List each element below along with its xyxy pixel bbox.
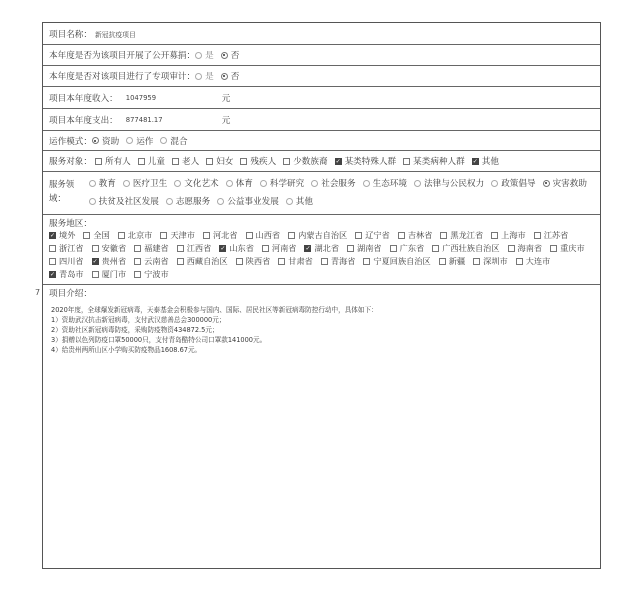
project-name-row xyxy=(43,23,600,45)
operation-mode-row xyxy=(43,131,600,151)
option-label: 某类特殊人群 xyxy=(344,157,397,167)
option-label: 吉林省 xyxy=(407,230,433,240)
checkbox-checked-icon: ✓ xyxy=(50,271,56,278)
service-area-option[interactable] xyxy=(134,243,169,254)
option-label: 老人 xyxy=(181,157,200,167)
service-areas-row xyxy=(43,215,600,285)
checkbox-icon xyxy=(134,245,141,252)
income-value: 1047959 xyxy=(125,93,157,102)
option-label: 浙江省 xyxy=(59,243,84,253)
special-audit-yes[interactable]: 是 xyxy=(195,70,214,82)
service-area-option[interactable] xyxy=(363,256,430,267)
option-label: 某类病种人群 xyxy=(413,157,465,167)
intro-line: 4）给贵州两所山区小学购买防疫物品1608.67元。 xyxy=(51,346,202,354)
intro-line: 2）资助社区新冠病毒防疫，采购防疫物资434872.5元； xyxy=(51,326,219,334)
radio-icon xyxy=(195,73,202,80)
service-area-option[interactable] xyxy=(262,243,297,254)
option-label: 内蒙古自治区 xyxy=(298,230,348,240)
checkbox-icon xyxy=(134,271,141,278)
operation-mode-label: 运作模式： xyxy=(49,136,92,147)
option-label: 新疆 xyxy=(448,256,466,266)
service-field-option[interactable] xyxy=(491,177,535,189)
option-label: 全国 xyxy=(93,230,110,240)
option-label: 境外 xyxy=(59,230,76,240)
radio-icon xyxy=(311,180,318,187)
expense-unit: 元 xyxy=(221,115,231,126)
option-label: 安徽省 xyxy=(101,243,127,253)
service-area-option[interactable] xyxy=(439,256,465,267)
option-label: 其他 xyxy=(295,197,313,207)
service-area-option[interactable] xyxy=(49,230,75,241)
service-area-option[interactable] xyxy=(347,243,382,254)
checkbox-icon xyxy=(403,158,410,165)
checkbox-icon xyxy=(92,245,99,252)
service-field-option[interactable] xyxy=(166,195,210,207)
checkbox-icon xyxy=(240,158,247,165)
intro-line: 3）捐赠以色列防疫口罩50000只，支付青岛酷特公司口罩款141000元。 xyxy=(51,336,267,344)
checkbox-icon xyxy=(172,158,179,165)
option-label: 福建省 xyxy=(144,243,169,253)
service-target-option[interactable] xyxy=(172,155,199,167)
intro-label: 项目介绍： xyxy=(49,289,92,299)
service-field-option[interactable] xyxy=(286,195,313,207)
radio-icon xyxy=(166,198,173,205)
radio-selected-icon xyxy=(221,52,228,59)
special-audit-question: 本年度是否对该项目进行了专项审计： xyxy=(49,72,196,82)
checkbox-icon xyxy=(118,232,125,239)
option-label: 宁夏回族自治区 xyxy=(373,256,431,266)
public-fundraising-yes[interactable]: 是 xyxy=(195,49,214,61)
public-fundraising-question: 本年度是否为该项目开展了公开募捐： xyxy=(49,51,196,61)
radio-icon xyxy=(195,52,202,59)
income-row xyxy=(43,87,600,109)
option-label: 大连市 xyxy=(525,256,551,266)
service-field-option[interactable] xyxy=(174,177,218,189)
operation-mode-option[interactable]: 资助 xyxy=(92,135,119,147)
checkbox-checked-icon: ✓ xyxy=(305,245,311,252)
service-fields-row xyxy=(43,172,600,215)
service-fields-label: 服务领域： xyxy=(49,179,75,203)
option-label: 宁波市 xyxy=(144,269,169,279)
checkbox-checked-icon: ✓ xyxy=(50,232,56,239)
service-area-option[interactable] xyxy=(278,256,313,267)
checkbox-icon xyxy=(134,258,141,265)
option-label: 江西省 xyxy=(186,243,212,253)
income-label: 项目本年度收入： xyxy=(49,93,118,104)
checkbox-icon xyxy=(473,258,480,265)
option-label: 少数族裔 xyxy=(293,157,328,167)
service-field-option[interactable] xyxy=(89,177,116,189)
checkbox-icon xyxy=(288,232,295,239)
option-label: 江苏省 xyxy=(543,230,569,240)
service-area-option[interactable] xyxy=(355,230,390,241)
service-target-option[interactable] xyxy=(472,155,499,167)
project-name-label: 项目名称： xyxy=(49,29,92,40)
service-target-option[interactable] xyxy=(138,155,165,167)
service-area-option[interactable] xyxy=(516,256,551,267)
intro-row xyxy=(43,285,600,535)
service-field-option[interactable] xyxy=(311,177,355,189)
service-field-option[interactable] xyxy=(414,177,484,189)
service-area-option[interactable] xyxy=(432,243,499,254)
option-label: 文化艺术 xyxy=(184,179,219,189)
service-area-option[interactable] xyxy=(203,230,238,241)
option-label: 残疾人 xyxy=(250,157,277,167)
checkbox-icon xyxy=(550,245,557,252)
option-label: 法律与公民权力 xyxy=(424,179,485,189)
option-label: 公益事业发展 xyxy=(227,197,279,207)
option-label: 志愿服务 xyxy=(175,197,211,207)
radio-selected-icon xyxy=(543,180,550,187)
checkbox-icon xyxy=(246,232,253,239)
radio-icon xyxy=(414,180,421,187)
option-label: 陕西省 xyxy=(245,256,271,266)
intro-line: 2020年度，全球爆发新冠病毒，天泰基金会积极参与国内、国际、居民社区等新冠病毒防控行动中，具体如下： xyxy=(51,306,378,314)
service-field-option[interactable] xyxy=(260,177,304,189)
radio-icon xyxy=(126,137,133,144)
service-target-option[interactable] xyxy=(403,155,465,167)
project-name-value: 新冠抗疫项目 xyxy=(94,30,136,39)
service-area-option[interactable] xyxy=(440,230,483,241)
service-area-option[interactable] xyxy=(219,243,254,254)
option-label: 政策倡导 xyxy=(501,179,536,189)
service-area-option[interactable] xyxy=(246,230,281,241)
option-label: 贵州省 xyxy=(101,256,127,266)
checkbox-icon xyxy=(92,271,99,278)
option-label: 厦门市 xyxy=(101,269,127,279)
radio-icon xyxy=(286,198,293,205)
radio-icon xyxy=(260,180,267,187)
option-label: 其他 xyxy=(481,157,499,167)
option-label: 青岛市 xyxy=(59,269,84,279)
service-field-option[interactable] xyxy=(89,195,159,207)
service-area-option[interactable] xyxy=(177,243,212,254)
service-area-option[interactable] xyxy=(288,230,347,241)
checkbox-icon xyxy=(49,245,56,252)
option-label: 山东省 xyxy=(229,243,254,253)
checkbox-icon xyxy=(283,158,290,165)
checkbox-icon xyxy=(49,258,56,265)
option-label: 深圳市 xyxy=(483,256,508,266)
checkbox-icon xyxy=(491,232,498,239)
option-label: 生态环境 xyxy=(372,179,408,189)
checkbox-icon xyxy=(534,232,541,239)
option-label: 辽宁省 xyxy=(365,230,390,240)
intro-text xyxy=(49,305,594,355)
option-label: 社会服务 xyxy=(321,179,356,189)
option-label: 医疗卫生 xyxy=(132,179,168,189)
option-label: 海南省 xyxy=(517,243,543,253)
service-area-option[interactable] xyxy=(49,243,84,254)
service-area-option[interactable] xyxy=(92,243,127,254)
checkbox-icon xyxy=(262,245,269,252)
service-area-option[interactable] xyxy=(177,256,228,267)
expense-row xyxy=(43,109,600,131)
service-area-option[interactable] xyxy=(236,256,271,267)
option-label: 山西省 xyxy=(255,230,281,240)
checkbox-icon xyxy=(347,245,354,252)
checkbox-icon xyxy=(138,158,145,165)
project-form xyxy=(42,22,601,569)
checkbox-icon xyxy=(206,158,213,165)
option-label: 体育 xyxy=(235,179,253,189)
service-area-option[interactable] xyxy=(92,256,127,267)
option-label: 重庆市 xyxy=(560,243,585,253)
service-area-option[interactable] xyxy=(134,269,169,280)
checkbox-icon xyxy=(390,245,397,252)
checkbox-checked-icon: ✓ xyxy=(335,157,341,165)
service-field-option[interactable] xyxy=(226,177,253,189)
expense-label: 项目本年度支出： xyxy=(49,115,118,126)
checkbox-icon xyxy=(363,258,370,265)
public-fundraising-row xyxy=(43,45,600,66)
option-label: 湖北省 xyxy=(314,243,340,253)
service-field-option[interactable] xyxy=(123,177,167,189)
option-label: 甘肃省 xyxy=(288,256,313,266)
public-fundraising-no[interactable]: 否 xyxy=(221,49,240,61)
service-area-option[interactable] xyxy=(118,230,153,241)
option-label: 北京市 xyxy=(127,230,153,240)
checkbox-checked-icon: ✓ xyxy=(92,258,98,265)
service-targets-row xyxy=(43,151,600,172)
radio-icon xyxy=(160,137,167,144)
checkbox-icon xyxy=(432,245,439,252)
option-label: 科学研究 xyxy=(269,179,305,189)
service-target-option[interactable] xyxy=(95,155,131,167)
service-target-option[interactable] xyxy=(206,155,233,167)
radio-icon xyxy=(89,180,96,187)
service-field-option[interactable] xyxy=(217,195,279,207)
service-area-option[interactable] xyxy=(49,269,84,280)
service-area-option[interactable] xyxy=(473,256,508,267)
option-label: 黑龙江省 xyxy=(450,230,484,240)
service-area-option[interactable] xyxy=(83,230,109,241)
option-label: 云南省 xyxy=(144,256,169,266)
service-areas-options xyxy=(49,230,597,280)
checkbox-checked-icon: ✓ xyxy=(472,157,478,165)
option-label: 上海市 xyxy=(501,230,526,240)
checkbox-icon xyxy=(508,245,515,252)
service-area-option[interactable] xyxy=(92,269,127,280)
option-label: 儿童 xyxy=(147,157,165,167)
service-field-option[interactable] xyxy=(363,177,407,189)
service-areas-label: 服务地区： xyxy=(49,219,92,229)
radio-selected-icon xyxy=(92,137,99,144)
operation-mode-option[interactable]: 运作 xyxy=(126,135,153,147)
service-area-option[interactable] xyxy=(321,256,356,267)
checkbox-icon xyxy=(321,258,328,265)
service-area-option[interactable] xyxy=(304,243,339,254)
radio-icon xyxy=(217,198,224,205)
checkbox-icon xyxy=(160,232,167,239)
option-label: 西藏自治区 xyxy=(186,256,228,266)
option-label: 扶贫及社区发展 xyxy=(98,197,159,207)
checkbox-icon xyxy=(516,258,523,265)
option-label: 湖南省 xyxy=(357,243,382,253)
service-area-option[interactable] xyxy=(508,243,543,254)
option-label: 妇女 xyxy=(216,157,234,167)
checkbox-icon xyxy=(398,232,405,239)
option-label: 灾害救助 xyxy=(552,179,587,189)
option-label: 四川省 xyxy=(59,256,84,266)
checkbox-icon xyxy=(278,258,285,265)
checkbox-icon xyxy=(203,232,210,239)
service-area-option[interactable] xyxy=(390,243,425,254)
service-targets-label: 服务对象： xyxy=(49,157,92,167)
option-label: 天津市 xyxy=(170,230,195,240)
page-margin-mark: 7 xyxy=(35,288,41,297)
option-label: 所有人 xyxy=(104,157,131,167)
checkbox-icon xyxy=(177,258,184,265)
checkbox-icon xyxy=(439,258,446,265)
checkbox-icon xyxy=(177,245,184,252)
option-label: 青海省 xyxy=(330,256,356,266)
service-area-option[interactable] xyxy=(398,230,433,241)
checkbox-icon xyxy=(83,232,90,239)
service-target-option[interactable] xyxy=(335,155,397,167)
expense-value: 877481.17 xyxy=(125,115,163,124)
radio-icon xyxy=(174,180,181,187)
checkbox-icon xyxy=(236,258,243,265)
service-area-option[interactable] xyxy=(491,230,526,241)
service-targets-options xyxy=(95,155,506,167)
radio-icon xyxy=(89,198,96,205)
radio-selected-icon xyxy=(221,73,228,80)
service-target-option[interactable] xyxy=(283,155,327,167)
special-audit-no[interactable]: 否 xyxy=(221,70,240,82)
radio-icon xyxy=(491,180,498,187)
radio-icon xyxy=(226,180,233,187)
service-field-option[interactable] xyxy=(543,177,587,189)
special-audit-row xyxy=(43,66,600,87)
service-area-option[interactable] xyxy=(49,256,84,267)
radio-icon xyxy=(123,180,130,187)
option-label: 教育 xyxy=(98,179,116,189)
option-label: 河南省 xyxy=(271,243,297,253)
service-area-option[interactable] xyxy=(160,230,195,241)
service-area-option[interactable] xyxy=(550,243,585,254)
checkbox-icon xyxy=(355,232,362,239)
service-fields-options xyxy=(89,177,594,207)
service-area-option[interactable] xyxy=(134,256,169,267)
radio-icon xyxy=(363,180,370,187)
income-unit: 元 xyxy=(221,93,231,104)
operation-mode-option[interactable]: 混合 xyxy=(160,135,187,147)
option-label: 广东省 xyxy=(399,243,425,253)
checkbox-icon xyxy=(95,158,102,165)
checkbox-checked-icon: ✓ xyxy=(220,245,226,252)
checkbox-icon xyxy=(440,232,447,239)
option-label: 广西壮族自治区 xyxy=(442,243,500,253)
option-label: 河北省 xyxy=(212,230,238,240)
intro-line: 1）资助武汉抗击新冠病毒，支付武汉慈善总会300000元； xyxy=(51,316,226,324)
service-area-option[interactable] xyxy=(534,230,569,241)
service-target-option[interactable] xyxy=(240,155,276,167)
